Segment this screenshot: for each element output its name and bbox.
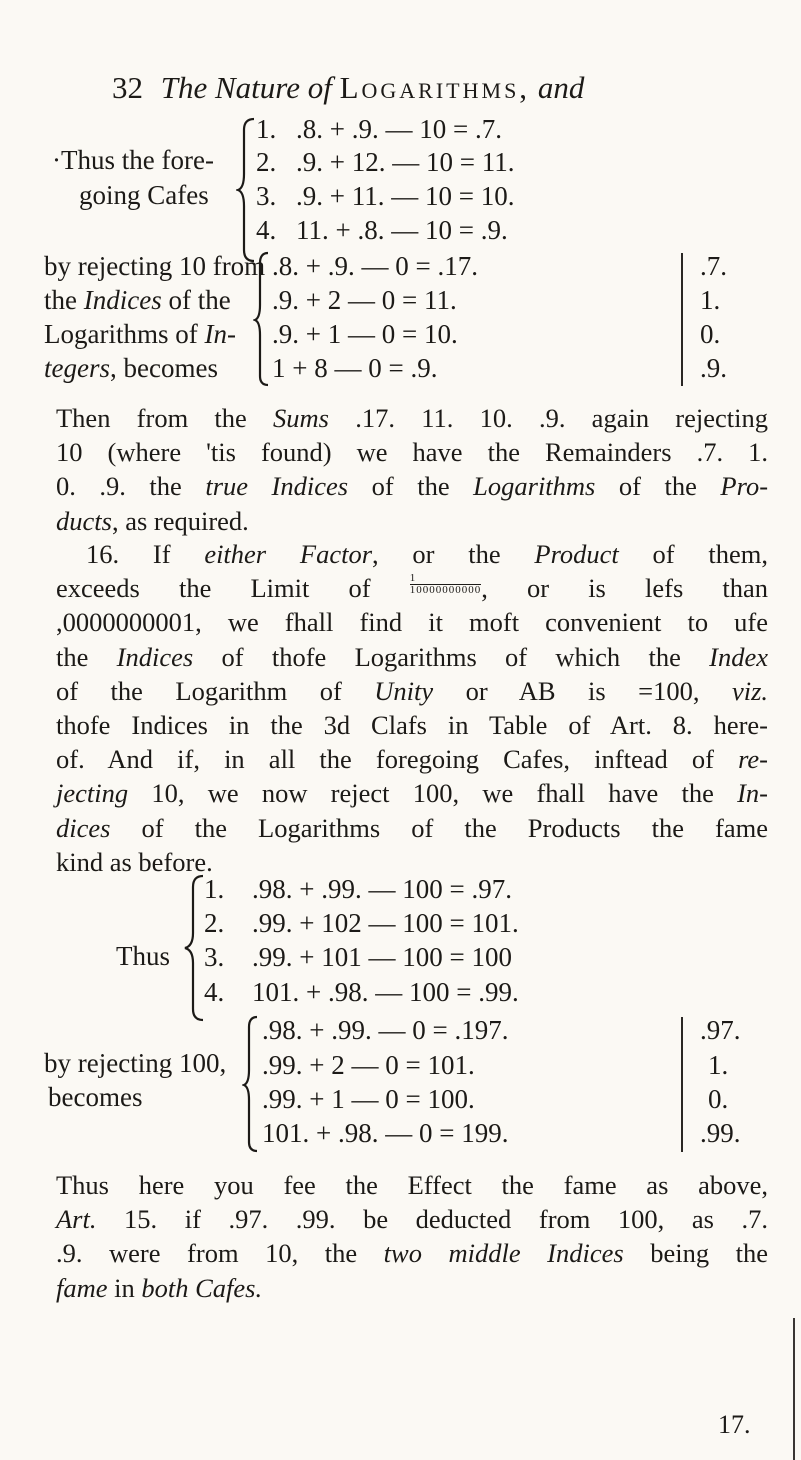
row-number: 2. <box>256 147 277 177</box>
row-number: 1. <box>204 874 225 904</box>
row-number: 4. <box>204 977 225 1007</box>
row-expression: .9. + 12. — 10 = 11. <box>296 147 515 177</box>
row-expression: 11. + .8. — 10 = .9. <box>296 215 508 245</box>
paragraph-line: fame in both Cafes. <box>56 1272 263 1303</box>
table1-label-line-2: going Cafes <box>79 180 209 210</box>
table2-result: .9. <box>700 353 727 383</box>
table2-result: .7. <box>700 251 727 281</box>
catchword: 17. <box>718 1410 751 1439</box>
paragraph-line: .9. were from 10, the two middle Indices being the <box>56 1238 769 1269</box>
table3-row <box>204 907 519 939</box>
table2-label-line-2: the Indices of the <box>44 285 231 315</box>
table3-row <box>204 873 512 905</box>
row-number: 4. <box>256 215 277 245</box>
table4-result: 0. <box>708 1084 729 1114</box>
row-expression: .9. + 11. — 10 = 10. <box>296 181 515 211</box>
page-edge-line <box>793 1318 795 1460</box>
running-head-title-tail: and <box>537 70 585 105</box>
table4-result: 1. <box>708 1050 729 1080</box>
paragraph-line: of. And if, in all the foregoing Cafes, inftead of re- <box>56 744 768 775</box>
row-number: 1. <box>256 114 277 144</box>
table4-result: .97. <box>700 1015 741 1045</box>
table2-row: .8. + .9. — 0 = .17. <box>272 251 478 281</box>
paragraph-line: ,0000000001, we fhall find it moft convenient to ufe <box>56 607 768 638</box>
running-head <box>112 70 584 106</box>
table2-row: .9. + 1 — 0 = 10. <box>272 319 458 349</box>
table2-label-line-4: tegers, becomes <box>44 353 218 383</box>
table4-row: .99. + 1 — 0 = 100. <box>262 1084 475 1114</box>
table4-divider <box>681 1017 683 1152</box>
row-expression: .99. + 101 — 100 = 100 <box>252 942 512 972</box>
row-expression: .98. + .99. — 100 = .97. <box>252 874 512 904</box>
paragraph-line: exceeds the Limit of $\frac{1}{10000000000}$ , or is lefs than <box>56 572 769 604</box>
table1-row <box>256 113 502 145</box>
running-head-title-caps: Logarithms, <box>339 70 531 105</box>
row-number: 3. <box>204 942 225 972</box>
paragraph-line: the Indices of thofe Logarithms of which the Index <box>56 641 768 672</box>
table4-result: .99. <box>700 1118 741 1148</box>
table4-label-line-2: becomes <box>48 1082 143 1112</box>
paragraph-line: of the Logarithm of Unity or AB is =100, viz. <box>56 675 769 706</box>
table2-result: 1. <box>700 285 721 315</box>
paragraph-line: kind as before. <box>56 846 213 877</box>
table4-brace <box>242 1014 260 1154</box>
paragraph-line: ducts, as required. <box>56 505 249 536</box>
table2-label-line-1: by rejecting 10 from <box>44 251 266 281</box>
paragraph-line: 10 (where 'tis found) we have the Remainders .7. 1. <box>56 437 768 468</box>
paragraph-1 <box>56 401 768 538</box>
row-expression: .8. + .9. — 10 = .7. <box>296 114 502 144</box>
table4-row: .98. + .99. — 0 = .197. <box>262 1015 509 1045</box>
row-number: 2. <box>204 908 225 938</box>
row-expression: 101. + .98. — 100 = .99. <box>252 977 519 1007</box>
table2-brace <box>253 250 271 388</box>
table1-row <box>256 214 508 246</box>
table1-brace <box>236 116 258 264</box>
table4-label-line-1: by rejecting 100, <box>44 1048 227 1078</box>
table2-row: 1 + 8 — 0 = .9. <box>272 353 438 383</box>
paragraph-line: Then from the Sums .17. 11. 10. .9. again rejecting <box>56 403 768 433</box>
paragraph-line: Thus here you fee the Effect the fame as above, <box>56 1170 768 1200</box>
paragraph-line: thofe Indices in the 3d Clafs in Table of Art. 8. here- <box>56 710 768 741</box>
paragraph-line: dices of the Logarithms of the Products the fame <box>56 812 768 843</box>
paragraph-line: 16. If either Factor, or the Product of them, <box>86 539 769 569</box>
table2-row: .9. + 2 — 0 = 11. <box>272 285 457 315</box>
paragraph-2 <box>56 537 768 879</box>
row-number: 3. <box>256 181 277 211</box>
table3-row <box>204 941 512 973</box>
table4-row: .99. + 2 — 0 = 101. <box>262 1050 475 1080</box>
table3-label: Thus <box>116 941 170 971</box>
table1-row <box>256 180 514 212</box>
paragraph-line: jecting 10, we now reject 100, we fhall have the In- <box>56 778 768 809</box>
paragraph-line: 0. .9. the true Indices of the Logarithms of the Pro- <box>56 471 769 502</box>
table3-row <box>204 976 519 1008</box>
table4-row: 101. + .98. — 0 = 199. <box>262 1118 509 1148</box>
table2-divider <box>681 253 683 386</box>
paragraph-3 <box>56 1168 768 1305</box>
running-head-title-italic: The Nature of <box>160 70 332 105</box>
paragraph-line: Art. 15. if .97. .99. be deducted from 100, as .7. <box>56 1204 768 1235</box>
table2-label-line-3: Logarithms of In- <box>44 319 236 349</box>
page-number: 32 <box>112 70 143 105</box>
table2-result: 0. <box>700 319 721 349</box>
fraction: $\frac{1}{10000000000}$ <box>409 572 482 597</box>
table1-label-line-1: ·Thus the fore- <box>52 145 214 175</box>
row-expression: .99. + 102 — 100 = 101. <box>252 908 519 938</box>
table1-row <box>256 146 514 178</box>
